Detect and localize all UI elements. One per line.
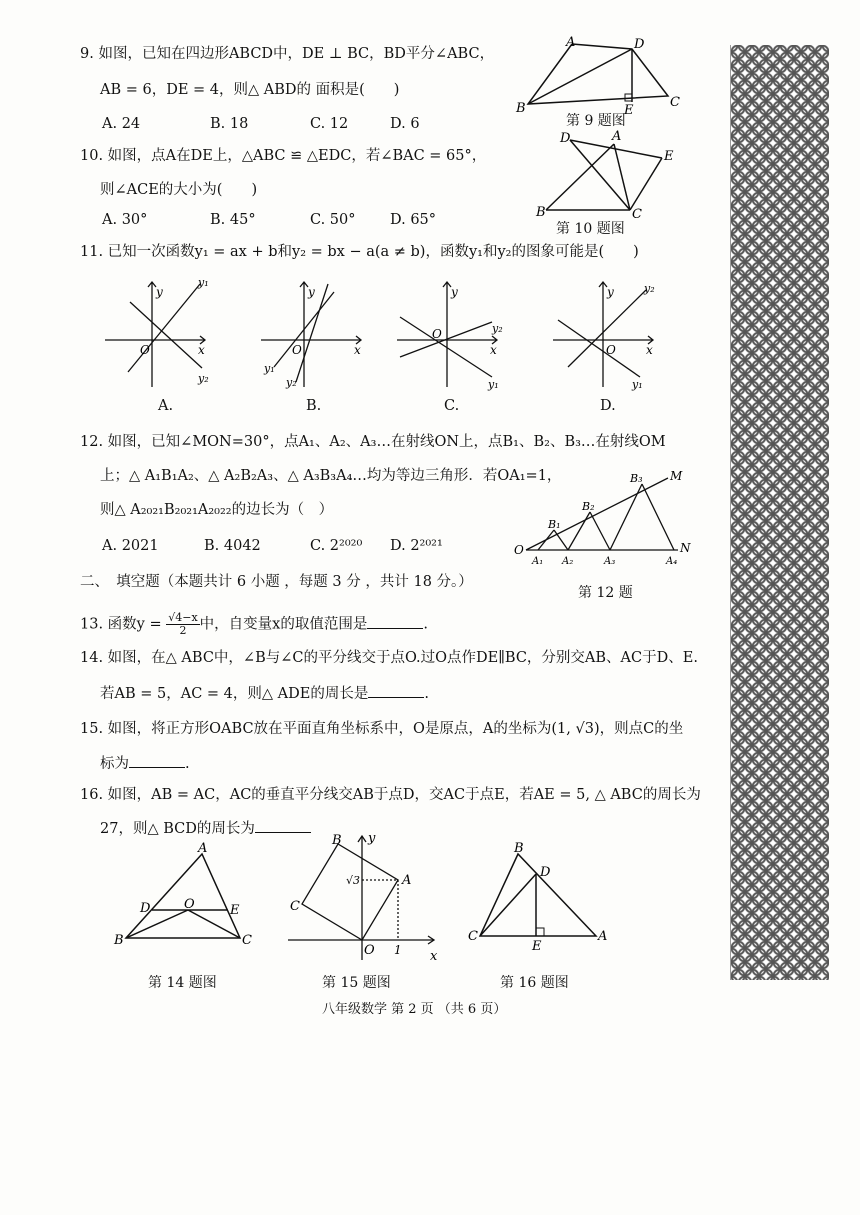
q12-option-a[interactable]: A. 2021 [102, 538, 159, 554]
q15-answer-blank[interactable] [129, 753, 185, 768]
q12-label-a2: A₂ [562, 556, 574, 567]
q14-line1: 14. 如图，在△ ABC中，∠B与∠C的平分线交于点O.过O点作DE∥BC，分别交AB、AC于D、E. [80, 650, 698, 666]
q15-label-c: C [290, 899, 300, 914]
q12-label-b2: B₂ [582, 500, 595, 513]
q14-line2: 若AB = 5，AC = 4，则△ ADE的周长是 [100, 686, 369, 702]
q11c-y: y [451, 285, 458, 299]
q11d-o: O [606, 343, 616, 357]
q9-label-d: D [634, 37, 645, 52]
q14-line2-row [100, 683, 429, 704]
q12-caption: 第 12 题 [578, 585, 633, 601]
q15-label-o: O [364, 943, 375, 958]
q9-line1: 9. 如图，已知在四边形ABCD中，DE ⊥ BC，BD平分∠ABC， [80, 46, 495, 62]
q10-line1: 10. 如图，点A在DE上，△ABC ≌ △EDC，若∠BAC = 65°， [80, 148, 487, 164]
q9-option-c[interactable]: C. 12 [310, 116, 349, 132]
q15-line2-row [100, 753, 190, 774]
q15-label-b: B [332, 833, 342, 848]
q11d-y1: y₁ [632, 378, 643, 391]
q12-line3: 则△ A₂₀₂₁B₂₀₂₁A₂₀₂₂的边长为（ ） [100, 502, 334, 518]
q12-label-o: O [514, 543, 524, 557]
q15-end: . [185, 756, 190, 772]
q11-option-c[interactable]: C. [444, 398, 460, 414]
q12-label-b1: B₁ [548, 518, 561, 531]
decorative-pattern-strip [730, 45, 829, 980]
q13-end: . [423, 616, 428, 633]
q14-answer-blank[interactable] [368, 683, 424, 698]
q16-line2: 27，则△ BCD的周长为 [100, 821, 255, 837]
q11-graph-a [100, 272, 215, 392]
q10-label-c: C [632, 207, 642, 222]
q14-caption: 第 14 题图 [148, 975, 217, 991]
q11b-y1: y₁ [264, 362, 275, 375]
q10-figure [530, 130, 690, 220]
q16-line1: 16. 如图，AB = AC，AC的垂直平分线交AB于点D，交AC于点E，若AE = 5, △ ABC的周长为 [80, 787, 701, 803]
q14-label-c: C [242, 933, 252, 948]
q15-label-a: A [402, 873, 412, 888]
q15-line1: 15. 如图，将正方形OABC放在平面直角坐标系中，O是原点，A的坐标为(1, √3)，则点C的坐 [80, 721, 684, 737]
section-2-heading: 二、 填空题（本题共计 6 小题 ，每题 3 分 ，共计 18 分。） [80, 574, 473, 590]
q15-label-sqrt3: √3 [346, 874, 361, 887]
q9-caption: 第 9 题图 [566, 113, 626, 129]
q14-label-o: O [184, 897, 195, 912]
q13-fraction [166, 612, 199, 637]
q10-option-a[interactable]: A. 30° [102, 212, 148, 228]
q12-label-a1: A₁ [532, 556, 544, 567]
q15-caption: 第 15 题图 [322, 975, 391, 991]
q14-end: . [424, 686, 429, 702]
q11a-o: O [140, 343, 150, 357]
q11-graph-b [256, 272, 371, 392]
q12-option-b[interactable]: B. 4042 [204, 538, 261, 554]
q10-caption: 第 10 题图 [556, 221, 625, 237]
q15-label-x: x [430, 949, 438, 964]
q13-frac-num: √4−x [168, 611, 198, 624]
q11-option-a[interactable]: A. [158, 398, 174, 414]
q9-figure [510, 36, 690, 116]
q11-graph-d [548, 272, 663, 392]
q11d-y2: y₂ [644, 282, 655, 295]
q12-label-n: N [680, 541, 691, 555]
q14-label-b: B [114, 933, 124, 948]
q16-caption: 第 16 题图 [500, 975, 569, 991]
q11c-y1: y₁ [488, 378, 499, 391]
q11b-y: y [308, 285, 315, 299]
q12-label-a4: A₄ [666, 556, 678, 567]
q16-label-c: C [468, 929, 478, 944]
q16-label-a: A [598, 929, 608, 944]
q10-label-e: E [664, 149, 674, 164]
q11c-y2: y₂ [492, 322, 503, 335]
q10-line2: 则∠ACE的大小为( ) [100, 182, 258, 198]
q14-label-a: A [198, 841, 208, 856]
q11a-x: x [198, 343, 205, 357]
q11-line1: 11. 已知一次函数y₁ = ax + b和y₂ = bx − a(a ≠ b)，函数y₁和y₂的图象可能是( ) [80, 244, 639, 260]
q12-option-c[interactable]: C. 2²⁰²⁰ [310, 538, 363, 554]
q11a-y: y [156, 285, 163, 299]
q11c-o: O [432, 327, 442, 341]
q15-line2: 标为 [100, 756, 129, 772]
q10-option-c[interactable]: C. 50° [310, 212, 356, 228]
q10-option-d[interactable]: D. 65° [390, 212, 437, 228]
q13-frac-den: 2 [179, 624, 187, 637]
q12-line2: 上；△ A₁B₁A₂、△ A₂B₂A₃、△ A₃B₃A₄…均为等边三角形．若OA₁=1， [100, 468, 562, 484]
q12-label-m: M [670, 469, 683, 483]
q13-answer-blank[interactable] [367, 614, 423, 629]
q16-label-d: D [540, 865, 551, 880]
page-footer: 八年级数学 第 2 页 （共 6 页） [322, 1002, 507, 1017]
q15-label-1: 1 [394, 943, 402, 957]
q11a-y1: y₁ [198, 276, 209, 289]
q11a-y2: y₂ [198, 372, 209, 385]
q11d-x: x [646, 343, 653, 357]
q11b-y2: y₂ [286, 376, 297, 389]
q12-figure [510, 470, 690, 566]
q10-option-b[interactable]: B. 45° [210, 212, 256, 228]
q14-figure [112, 840, 262, 955]
q9-option-a[interactable]: A. 24 [102, 116, 141, 132]
q16-line2-row [100, 818, 311, 839]
q16-label-e: E [532, 939, 542, 954]
q9-label-c: C [670, 95, 680, 110]
q11-option-b[interactable]: B. [306, 398, 322, 414]
q11-option-d[interactable]: D. [600, 398, 616, 414]
q9-label-a: A [566, 35, 576, 50]
q12-label-b3: B₃ [630, 472, 643, 485]
q15-figure [282, 830, 447, 965]
q16-label-b: B [514, 841, 524, 856]
q10-label-b: B [536, 205, 546, 220]
q9-label-e: E [624, 103, 634, 118]
q9-line2: AB = 6，DE = 4，则△ ABD的 面积是( ) [100, 82, 400, 98]
q14-label-e: E [230, 903, 240, 918]
q16-figure [466, 840, 606, 955]
q11b-o: O [292, 343, 302, 357]
q11b-x: x [354, 343, 361, 357]
q9-label-b: B [516, 101, 526, 116]
q12-option-d[interactable]: D. 2²⁰²¹ [390, 538, 443, 554]
q12-label-a3: A₃ [604, 556, 616, 567]
q9-option-b[interactable]: B. 18 [210, 116, 249, 132]
q14-label-d: D [140, 901, 151, 916]
q11-graph-c [392, 272, 507, 392]
q13-text-b: 中，自变量x的取值范围是 [199, 616, 368, 633]
q9-option-d[interactable]: D. 6 [390, 116, 420, 132]
q10-label-d: D [560, 131, 571, 146]
q13-line [80, 612, 428, 637]
q11c-x: x [490, 343, 497, 357]
q10-label-a: A [612, 129, 622, 144]
q15-label-y: y [368, 831, 376, 846]
q13-text-a: 13. 函数y = [80, 616, 167, 633]
q11d-y: y [607, 285, 614, 299]
q12-line1: 12. 如图，已知∠MON=30°，点A₁、A₂、A₃…在射线ON上，点B₁、B₂、B₃…在射线OM [80, 434, 666, 450]
